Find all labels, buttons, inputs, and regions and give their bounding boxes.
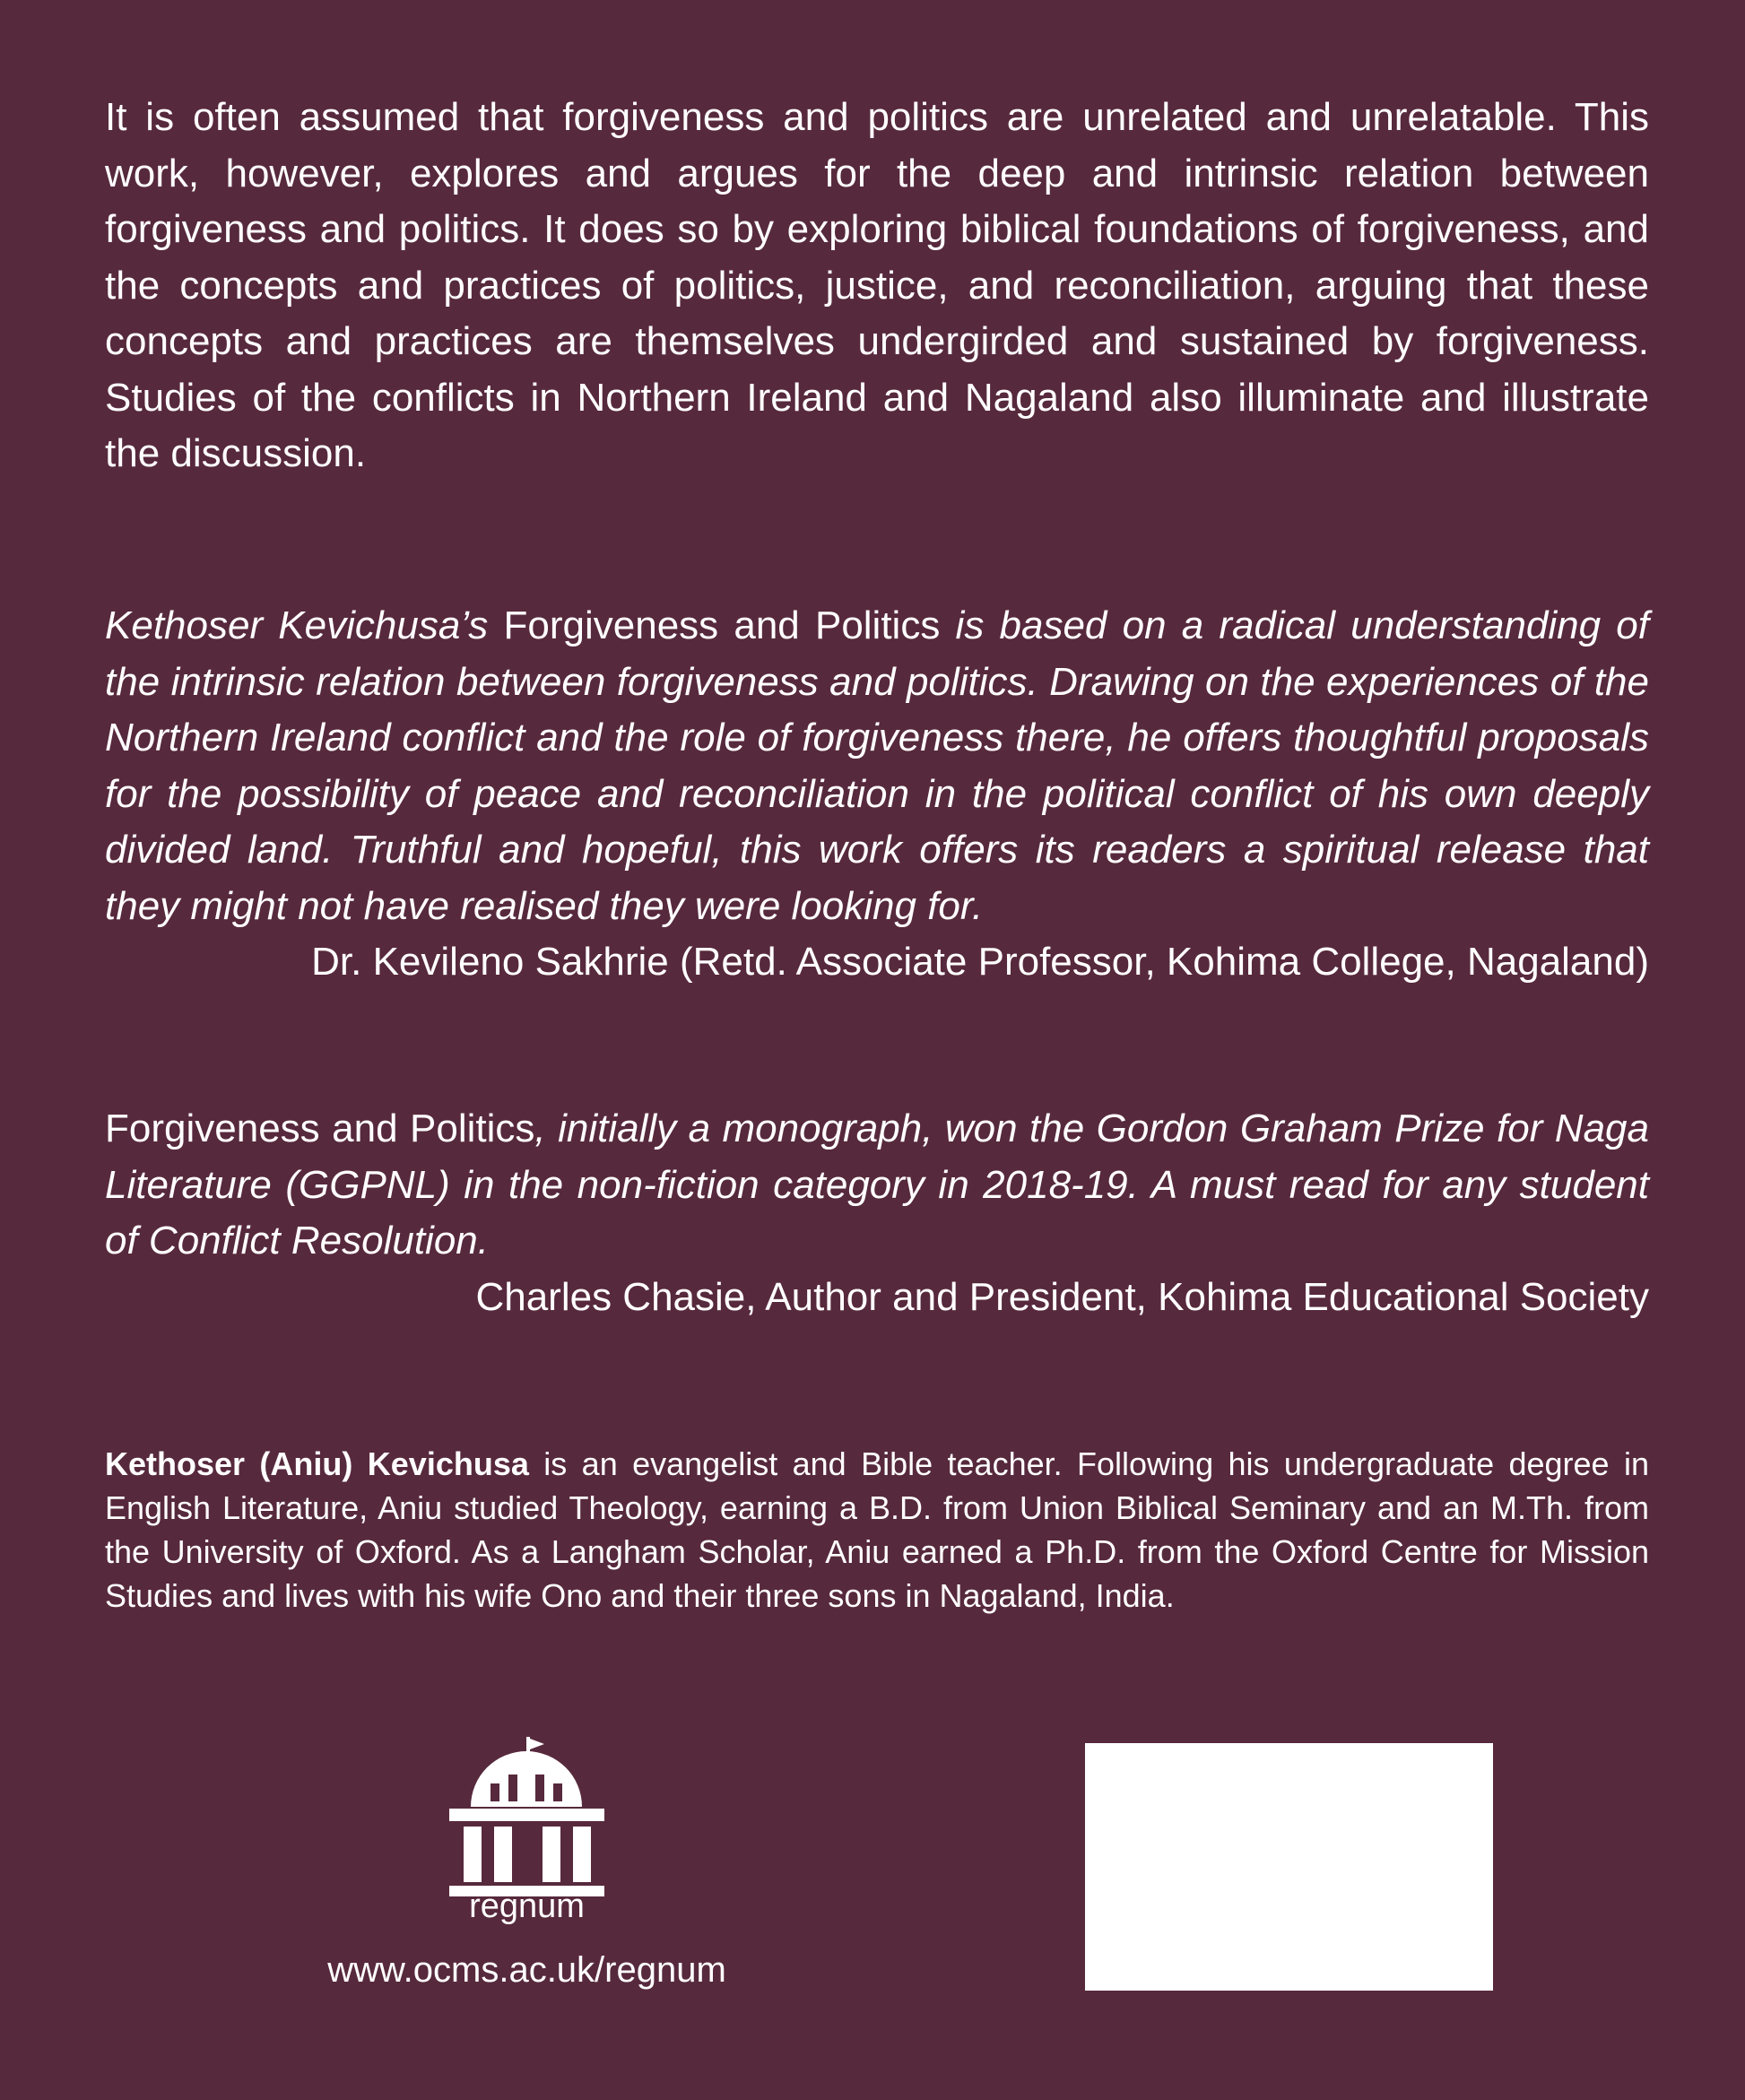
publisher-url[interactable]: www.ocms.ac.uk/regnum bbox=[327, 1950, 726, 1990]
author-bio-text: is an evangelist and Bible teacher. Following his undergraduate degree in English Literature, Aniu studied Theology, earning a B.D. from Union Biblical Seminary and an M.Th. from the University of Oxford. As a Langham Scholar, Aniu earned a Ph.D. from the Oxford Centre for Mission Studies and lives with his wife Ono and their three sons in Nagaland, India. bbox=[105, 1445, 1649, 1614]
blurb-paragraph: It is often assumed that forgiveness and politics are unrelated and unrelatable. This work, however, explores and argues for the deep and intrinsic relation between forgiveness and politics. It does so by exploring biblical foundations of forgiveness, and the concepts and practices of politics, justice, and reconciliation, arguing that these concepts and practices are themselves undergirded and sustained by forgiveness. Studies of the conflicts in Northern Ireland and Nagaland also illuminate and illustrate the discussion. bbox=[105, 95, 1649, 475]
endorsement-1-attribution: Dr. Kevileno Sakhrie (Retd. Associate Professor, Kohima College, Nagaland) bbox=[311, 940, 1649, 984]
endorsement-2-text: , initially a monograph, won the Gordon Graham Prize for Naga Literature (GGPNL) in the non-fiction category in 2018-19. A must read for any student of Conflict Resolution. bbox=[105, 1106, 1649, 1263]
author-bio bbox=[105, 1442, 1649, 1618]
endorsement-2 bbox=[105, 1101, 1649, 1325]
endorsement-1-author: Kethoser Kevichusa’s bbox=[105, 603, 504, 647]
endorsement-2-book-title: Forgiveness and Politics bbox=[105, 1106, 535, 1150]
endorsement-1 bbox=[105, 598, 1649, 991]
endorsement-1-text: is based on a radical understanding of the intrinsic relation between forgiveness and politics. Drawing on the experiences of the Northern Ireland conflict and the role of forgiveness there, he offers thoughtful proposals for the possibility of peace and reconciliation in the political conflict of his own deeply divided land. Truthful and hopeful, this work offers its readers a spiritual release that they might not have realised they were looking for. bbox=[105, 603, 1650, 928]
endorsement-1-book-title: Forgiveness and Politics bbox=[503, 603, 941, 647]
author-name: Kethoser (Aniu) Kevichusa bbox=[105, 1445, 529, 1482]
endorsement-2-attribution: Charles Chasie, Author and President, Kohima Educational Society bbox=[475, 1274, 1649, 1319]
publisher-name: regnum bbox=[469, 1887, 585, 1925]
barcode-placeholder bbox=[1085, 1743, 1493, 1991]
